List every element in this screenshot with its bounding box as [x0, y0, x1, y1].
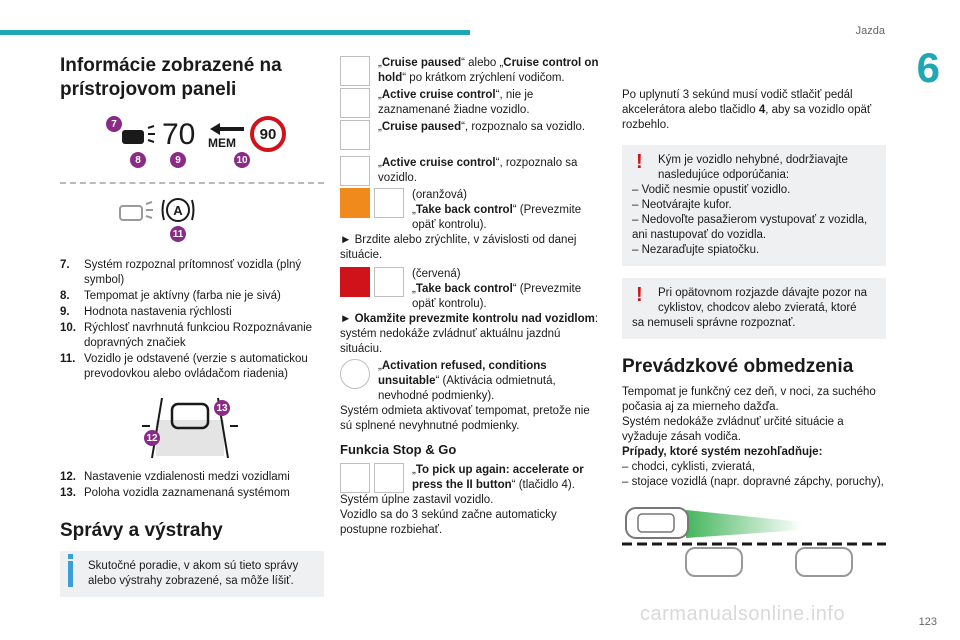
vehicle-alert-icon: [374, 188, 404, 218]
vehicle-outline-icon: [116, 198, 154, 226]
info-box: Skutočné poradie, v akom sú tieto správy alebo výstrahy zobrazené, sa môže líšiť.: [60, 551, 324, 597]
column-3: Po uplynutí 3 sekúnd musí vodič stlačiť pedál akcelerátora alebo tlačidlo 4, aby sa vozidlo opäť rozbehlo. ! Kým je vozidlo nehybné, dodržiavajte nasledujúce odporúčania: – Vodič nesmie opustiť vozidlo. – Neotvárajte kufor. – Nedovoľte pasažierom vystupovať z vozidla, ani nastupovať do vozidla. – Nezaraďujte spiatočku. ! Pri opätovnom rozjazde dávajte pozor na cyklistov, chodcov alebo zvieratá, ktoré sa nemuseli správne rozpoznať. Prevádzkové obmedzenia Tempomat je funkčný cez deň, v noci, za suchého počasia aj za mierneho dažďa. Systém nedokáže zvládnuť určité situácie a vyžaduje zásah vodiča. Prípady, ktoré systém nezohľadňuje: – chodci, cyklisti, zvieratá, – stojace vozidlá (napr. dopravné zápchy, poruchy),: [622, 88, 886, 585]
section-title-messages: Správy a výstrahy: [60, 520, 223, 541]
message-row-cruise-paused-2: „Cruise paused“, rozpoznalo sa vozidlo.: [340, 120, 604, 150]
vehicle-stop-icon: [374, 463, 404, 493]
dashed-separator: [60, 182, 324, 184]
top-rule: [0, 30, 470, 35]
section-title-display: Informácie zobrazené na prístrojovom paneli: [60, 55, 282, 100]
dashboard-illustration-1: [104, 116, 324, 172]
legend-list-2: [60, 470, 324, 501]
message-row-take-back-orange: (oranžová) „Take back control“ (Prevezmite opäť kontrolu). ► Brzdite alebo zrýchlite, v závislosti od danej situácie.: [340, 189, 582, 261]
mem-label: MEM: [208, 136, 236, 150]
message-row-active-no-vehicle: „Active cruise control“, nie je zaznamenané žiadne vozidlo.: [340, 88, 604, 118]
badge-10: 10: [234, 152, 250, 168]
badge-13: 13: [214, 400, 230, 416]
list-item: 7. Systém rozpoznal prítomnosť vozidla (plný symbol): [60, 259, 302, 286]
set-speed-value: 70: [162, 118, 196, 151]
section-title-limits: Prevádzkové obmedzenia: [622, 356, 854, 377]
list-item: 13. Poloha vozidla zaznamenaná systémom: [60, 487, 290, 499]
message-row-cruise-paused-1: „Cruise paused“ alebo „Cruise control on hold“ po krátkom zrýchlení vodičom.: [340, 56, 604, 86]
column-2: [340, 56, 604, 538]
warning-red-icon: [340, 267, 370, 297]
speed-limit-sign: [250, 116, 286, 152]
warning-box-stationary: ! Kým je vozidlo nehybné, dodržiavajte nasledujúce odporúčania: – Vodič nesmie opustiť vozidlo. – Neotvárajte kufor. – Nedovoľte pasažierom vystupovať z vozidla, ani nastupovať do vozidla. – Nezaraďujte spiatočku.: [622, 145, 886, 266]
dashboard-illustration-2: [116, 194, 324, 246]
list-item: 11. Vozidlo je odstavené (verzie s automatickou prevodovkou alebo ovládačom riadenia): [60, 353, 308, 380]
badge-9: 9: [170, 152, 186, 168]
watermark: carmanualsonline.info: [640, 603, 846, 625]
chapter-number: 6: [916, 44, 940, 91]
page-number: 123: [918, 616, 937, 628]
distance-illustration: [142, 396, 324, 466]
vehicle-detected-icon: [118, 122, 156, 150]
list-item: 10. Rýchlosť navrhnutá funkciou Rozpoznávanie dopravných značiek: [60, 322, 313, 349]
info-icon: [68, 554, 73, 559]
cruise-paused-icon: [340, 56, 370, 86]
vehicle-paused-icon: [340, 120, 370, 150]
warning-exclamation-icon: !: [636, 151, 643, 173]
legend-list-1: [60, 258, 324, 382]
badge-11: 11: [170, 226, 186, 242]
arrow-left-icon: [208, 122, 246, 136]
traffic-scene-icon: [622, 500, 886, 580]
list-item: 8. Tempomat je aktívny (farba nie je sivá): [60, 290, 281, 302]
auto-hold-icon: [160, 194, 196, 226]
active-cruise-icon: [340, 88, 370, 118]
message-row-active-vehicle: „Active cruise control“, rozpoznalo sa vozidlo.: [340, 156, 604, 186]
message-row-pick-up-again: „To pick up again: accelerate or press the II button“ (tlačidlo 4). Systém úplne zastavil vozidlo. Vozidlo sa do 3 sekúnd začne automaticky postupne rozbiehať.: [340, 464, 584, 536]
message-row-activation-refused: „Activation refused, conditions unsuitable“ (Aktivácia odmietnutá, nevhodné podmienky). Systém odmieta aktivovať tempomat, pretože nie sú splnené nevyhnutné podmienky.: [340, 360, 590, 432]
badge-12: 12: [144, 430, 160, 446]
vehicle-alert-icon: [374, 267, 404, 297]
stop-go-title: Funkcia Stop & Go: [340, 442, 457, 457]
column-1: [60, 54, 324, 597]
list-item: 12. Nastavenie vzdialenosti medzi vozidlami: [60, 471, 290, 483]
warning-exclamation-icon: !: [636, 284, 643, 306]
warning-orange-icon: [340, 188, 370, 218]
warning-box-restart: ! Pri opätovnom rozjazde dávajte pozor na cyklistov, chodcov alebo zvieratá, ktoré sa nemuseli správne rozpoznať.: [622, 278, 886, 339]
info-circle-icon: [340, 359, 370, 389]
auto-hold-green-icon: [340, 463, 370, 493]
svg-text:A: A: [173, 203, 183, 218]
badge-7: 7: [106, 116, 122, 132]
message-row-take-back-red: (červená) „Take back control“ (Prevezmite opäť kontrolu). ► Okamžite prevezmite kontrolu nad vozidlom: systém nedokáže zvládnuť aktuálnu jazdnú situáciu.: [340, 268, 599, 355]
traffic-illustration: [622, 500, 886, 585]
speed-limit-value: 90: [259, 125, 277, 143]
chapter-title: Jazda: [855, 25, 885, 37]
list-item: 9. Hodnota nastavenia rýchlosti: [60, 306, 232, 318]
badge-8: 8: [130, 152, 146, 168]
vehicle-active-icon: [340, 156, 370, 186]
